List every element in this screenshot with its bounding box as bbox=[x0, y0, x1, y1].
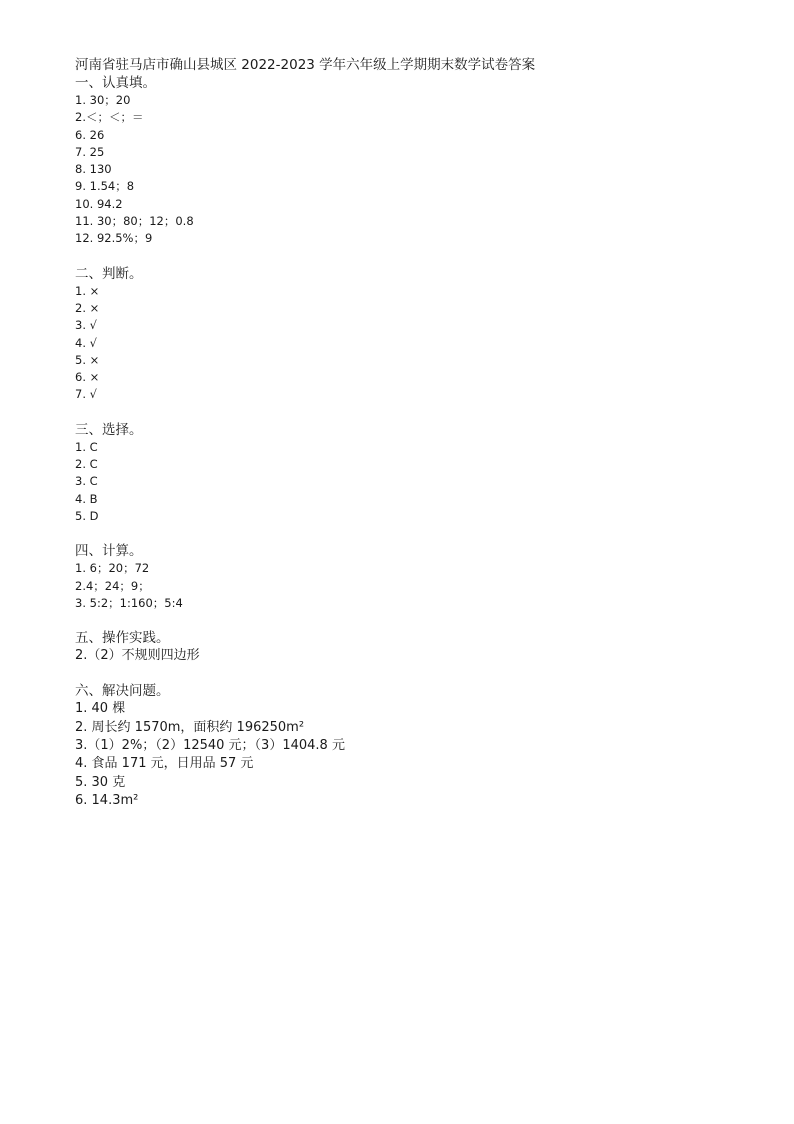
answer-line: 4. √ bbox=[75, 335, 97, 350]
answer-line: 2.4；24；9； bbox=[75, 578, 150, 593]
document-page bbox=[75, 56, 755, 810]
answer-line: 1. 40 棵 bbox=[75, 701, 126, 717]
answer-section bbox=[75, 542, 755, 612]
answer-line: 2.＜；＜；＝ bbox=[75, 110, 144, 125]
answer-line: 3. C bbox=[75, 474, 98, 489]
answer-line: 1. C bbox=[75, 439, 98, 454]
answer-line: 11. 30；80；12；0.8 bbox=[75, 214, 194, 229]
section-heading: 二、判断。 bbox=[75, 265, 143, 282]
answer-line: 5. × bbox=[75, 352, 100, 367]
answer-line: 8. 130 bbox=[75, 162, 112, 177]
answer-line: 12. 92.5%；9 bbox=[75, 231, 153, 246]
answer-line: 2. 周长约 1570m，面积约 196250m² bbox=[75, 719, 305, 735]
answer-line: 6. 14.3m² bbox=[75, 792, 139, 808]
answer-line: 1. × bbox=[75, 283, 100, 298]
answer-line: 10. 94.2 bbox=[75, 196, 123, 211]
answer-sections bbox=[75, 74, 755, 810]
answer-section bbox=[75, 682, 755, 810]
answer-line: 5. D bbox=[75, 508, 99, 523]
answer-line: 4. B bbox=[75, 491, 98, 506]
answer-section bbox=[75, 74, 755, 248]
answer-section bbox=[75, 421, 755, 525]
answer-line: 3. 5:2；1:160；5:4 bbox=[75, 595, 183, 610]
section-heading: 六、解决问题。 bbox=[75, 683, 170, 700]
answer-line: 7. 25 bbox=[75, 144, 105, 159]
answer-section bbox=[75, 629, 755, 665]
answer-line: 2. C bbox=[75, 457, 98, 472]
answer-line: 5. 30 克 bbox=[75, 774, 126, 790]
section-heading: 四、计算。 bbox=[75, 543, 143, 560]
section-heading: 五、操作实践。 bbox=[75, 630, 170, 647]
section-heading: 一、认真填。 bbox=[75, 75, 156, 91]
answer-line: 2. × bbox=[75, 300, 100, 315]
answer-line: 9. 1.54；8 bbox=[75, 179, 135, 194]
answer-line: 6. × bbox=[75, 370, 100, 385]
answer-line: 3.（1）2%；（2）12540 元；（3）1404.8 元 bbox=[75, 738, 345, 754]
document-title: 河南省驻马店市确山县城区 2022-2023 学年六年级上学期期末数学试卷答案 bbox=[75, 57, 536, 73]
answer-line: 3. √ bbox=[75, 318, 97, 333]
answer-line: 2.（2）不规则四边形 bbox=[75, 648, 200, 664]
answer-section bbox=[75, 265, 755, 404]
answer-line: 6. 26 bbox=[75, 127, 105, 142]
answer-line: 7. √ bbox=[75, 387, 97, 402]
answer-line: 1. 30；20 bbox=[75, 93, 131, 107]
section-heading: 三、选择。 bbox=[75, 421, 143, 438]
answer-line: 4. 食品 171 元，日用品 57 元 bbox=[75, 756, 254, 772]
answer-line: 1. 6；20；72 bbox=[75, 561, 150, 576]
